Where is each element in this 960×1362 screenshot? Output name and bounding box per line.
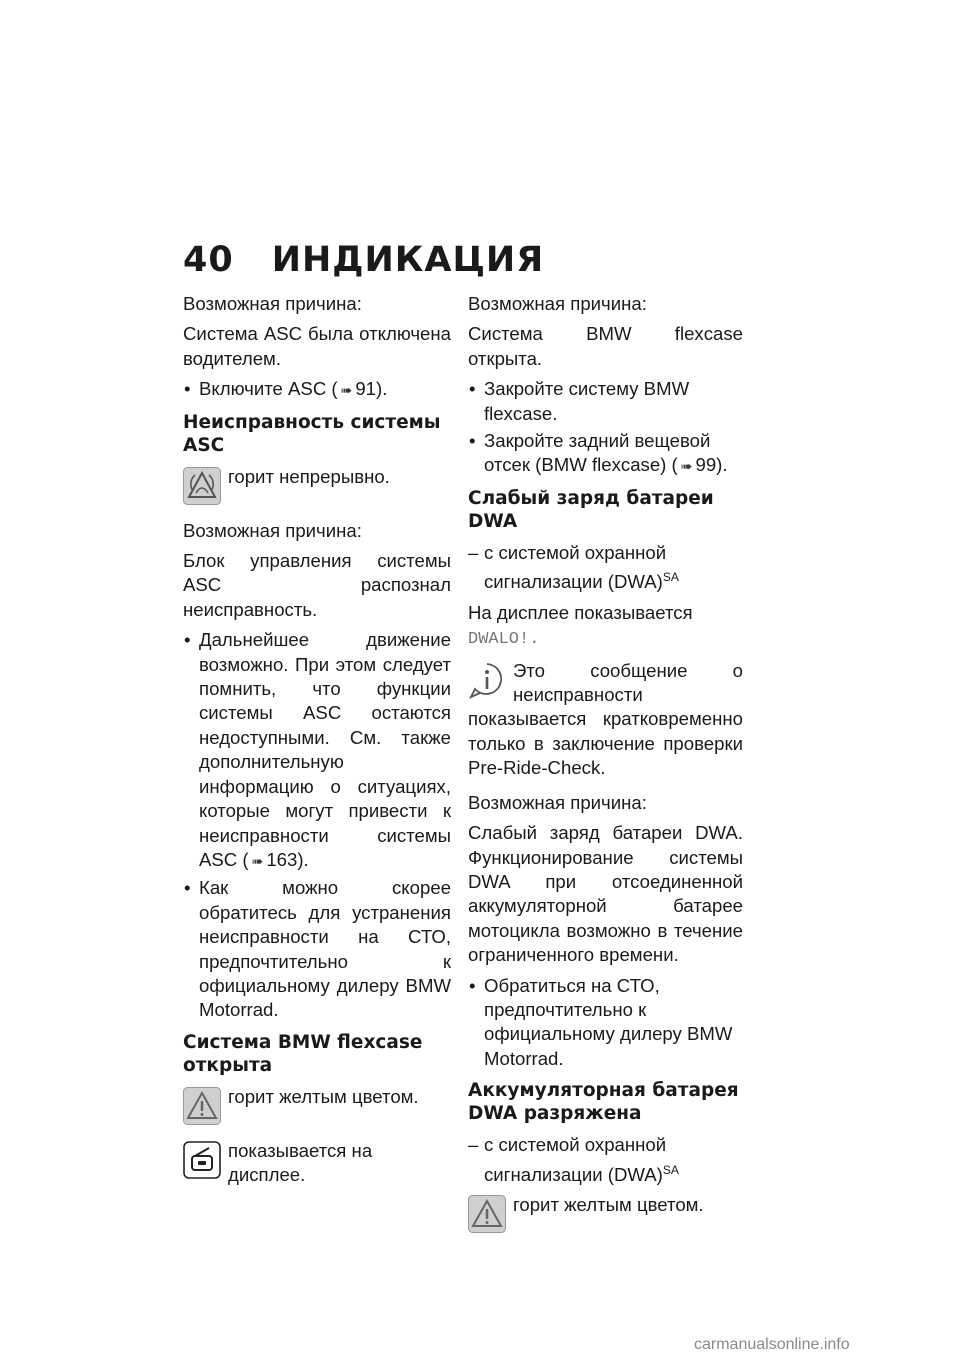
paragraph: На дисплее показывается DWALO!. — [468, 601, 693, 650]
indicator-row — [183, 465, 451, 509]
section-heading: Слабый заряд батареи DWA — [468, 487, 714, 532]
bullet-item: • Закройте задний вещевой отсек (BMW flexcase) ( ➠ 99). — [468, 429, 743, 479]
display-message: DWALO!. — [468, 630, 540, 650]
bullet-item: • Закройте систему BMW flexcase. — [468, 377, 743, 426]
left-column — [183, 292, 451, 1198]
indicator-text: горит непрерывно. — [228, 465, 390, 487]
section-heading: Аккумуляторная батарея DWA разряжена — [468, 1080, 739, 1125]
paragraph: Система BMW flexcase открыта. — [468, 323, 743, 369]
page-title: ИНДИКАЦИЯ — [271, 240, 545, 280]
flexcase-open-icon — [183, 1141, 221, 1179]
section-heading: Система BMW flexcase открыта — [183, 1031, 423, 1076]
bullet-item: • Обратиться на СТО, предпочтительно к официальному дилеру BMW Motorrad. — [468, 974, 743, 1072]
info-text: Это сообщение о неисправности показывается кратковременно только в заключение проверки Pre-Ride-Check. — [468, 659, 743, 779]
paragraph: Возможная причина: — [183, 293, 362, 314]
dash-item: – с системой охранной сигнализации (DWA)$^{SA}$ — [468, 541, 679, 593]
page-ref-arrow-icon: ➠ — [680, 458, 693, 475]
bullet-item: • Включите ASC ( ➠ 91). — [183, 377, 451, 402]
indicator-row — [468, 1193, 743, 1237]
page-ref-arrow-icon: ➠ — [340, 382, 353, 399]
right-column — [468, 292, 743, 1247]
paragraph: Слабый заряд батареи DWA. Функционирование системы DWA при отсоединенной аккумуляторной батарее мотоцикла возможно в течение ограниченного времени. — [468, 822, 743, 966]
paragraph: Возможная причина: — [468, 791, 647, 813]
info-icon — [468, 661, 506, 699]
paragraph: Возможная причина: — [183, 519, 362, 541]
indicator-text: горит желтым цветом. — [513, 1194, 704, 1216]
dash-item: – с системой охранной сигнализации (DWA)$^{SA}$ — [468, 1134, 679, 1185]
page-number: 40 — [183, 240, 234, 280]
bullet-item: • Дальнейшее движение возможно. При этом следует помнить, что функции системы ASC остаются недоступными. См. также дополнительную информацию о ситуациях, которые могут привести к неисправности системы ASC ( ➠ 163). — [183, 628, 451, 873]
asc-warning-icon — [183, 467, 221, 505]
page-ref-arrow-icon: ➠ — [251, 852, 264, 869]
indicator-text: показывается на дисплее. — [228, 1139, 373, 1186]
indicator-text: горит желтым цветом. — [228, 1085, 419, 1107]
paragraph: Система ASC была отключена водителем. — [183, 323, 451, 369]
general-warning-icon — [183, 1087, 221, 1125]
indicator-row — [183, 1085, 451, 1129]
bullet-item: • Как можно скорее обратитесь для устранения неисправности на СТО, предпочтительно к официальному дилеру BMW Motorrad. — [183, 876, 451, 1022]
section-heading: Неисправность системы ASC — [183, 411, 441, 456]
info-row — [468, 659, 743, 781]
paragraph: Возможная причина: — [468, 293, 647, 314]
paragraph: Блок управления системы ASC распознал неисправность. — [183, 550, 451, 620]
watermark: carmanualsonline.info — [694, 1336, 850, 1353]
general-warning-icon — [468, 1195, 506, 1233]
page-header — [183, 240, 544, 280]
indicator-row — [183, 1139, 451, 1188]
